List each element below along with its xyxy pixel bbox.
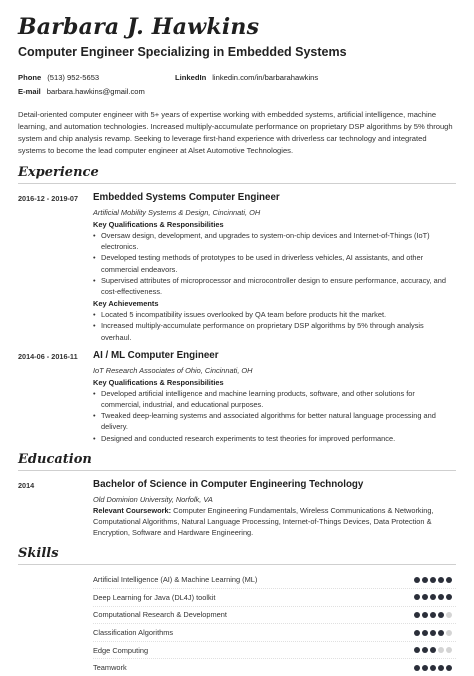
list-item: • Tweaked deep-learning systems and associated algorithms for better natural language processing and delivery. — [101, 410, 456, 432]
list-item: • Oversaw design, development, and upgrades to system-on-chip devices and Internet-of-Things (IoT) electronics. — [101, 230, 456, 252]
coursework-text: Computer Engineering Fundamentals, Wireless Communications & Networking, Computational Algorithms, Natural Language Processing, Internet-of-Things Devices, Data Protection & Encryption, Software and Hardware Engineering. — [93, 505, 434, 538]
rating-dot-filled — [414, 630, 420, 636]
rating-dot-filled — [414, 647, 420, 653]
rating-dot-filled — [430, 612, 436, 618]
rating-dot-filled — [438, 594, 444, 600]
professional-title: Computer Engineer Specializing in Embedded Systems — [18, 45, 347, 59]
email-label: E-mail — [18, 87, 41, 96]
job-organization: Artificial Mobility Systems & Design, Cincinnati, OH — [93, 208, 261, 217]
experience-entry — [18, 350, 456, 444]
skill-row — [93, 607, 456, 625]
job-title: AI / ML Computer Engineer — [93, 349, 219, 361]
phone-value: (513) 952-5653 — [47, 73, 100, 82]
section-divider — [18, 564, 456, 565]
summary-paragraph: Detail-oriented computer engineer with 5+ years of expertise working with embedded systems, artificial intelligence, machine learning, and automation technologies. Increased multiply-accumulate performance on proprietary DSP algorithms by 5% through system and chip analysis revamp. Seeking to leverage first-hand experience with driverless car technology and integrated systems to become the lead computer engineer at Alset Automotive Technologies. — [18, 110, 453, 155]
skill-name: Deep Learning for Java (DL4J) toolkit — [93, 592, 216, 602]
rating-dot-filled — [430, 630, 436, 636]
linkedin-link[interactable]: linkedin.com/in/barbarahawkins — [212, 73, 319, 82]
skill-rating — [414, 612, 452, 618]
rating-dot-filled — [438, 612, 444, 618]
rating-dot-filled — [414, 594, 420, 600]
section-divider — [18, 183, 456, 184]
skill-row — [93, 659, 456, 676]
rating-dot-filled — [430, 577, 436, 583]
list-item: • Located 5 incompatibility issues overlooked by QA team before products hit the market. — [101, 309, 456, 320]
rating-dot-empty — [438, 647, 444, 653]
list-item: • Designed and conducted research experiments to test theories for improved performance. — [101, 433, 456, 444]
job-organization: IoT Research Associates of Ohio, Cincinnati, OH — [93, 365, 253, 375]
experience-heading: Experience — [18, 165, 99, 180]
degree-title: Bachelor of Science in Computer Engineering Technology — [93, 478, 364, 490]
phone-label: Phone — [18, 73, 42, 82]
skill-name: Edge Computing — [93, 645, 149, 655]
skill-row — [93, 589, 456, 607]
rating-dot-filled — [422, 630, 428, 636]
candidate-name: Barbara J. Hawkins — [18, 14, 260, 40]
email-link[interactable]: barbara.hawkins@gmail.com — [46, 87, 145, 96]
job-date: 2016-12 - 2019-07 — [18, 194, 79, 203]
skills-heading: Skills — [18, 546, 59, 562]
rating-dot-empty — [446, 630, 452, 636]
rating-dot-filled — [438, 577, 444, 583]
rating-dot-empty — [446, 612, 452, 618]
list-item: • Increased multiply-accumulate performance on proprietary DSP algorithms by 5% through analysis overhaul. — [101, 320, 456, 342]
education-heading: Education — [18, 451, 92, 467]
experience-entry — [18, 192, 456, 343]
skill-name: Computational Research & Development — [93, 610, 227, 620]
qualifications-list — [93, 388, 456, 444]
job-date: 2014-06 - 2016-11 — [18, 351, 78, 361]
rating-dot-filled — [446, 577, 452, 583]
education-section-header — [18, 452, 456, 471]
rating-dot-filled — [422, 577, 428, 583]
list-item: • Developed artificial intelligence and machine learning products, software, and other solutions for commercial, industrial, and educational purposes. — [101, 388, 456, 410]
coursework — [93, 505, 456, 539]
list-item: • Developed testing methods of prototypes to be used in driverless vehicles, AI assistants, and other commercial endeavors. — [101, 252, 456, 274]
skill-rating — [414, 647, 452, 653]
rating-dot-filled — [422, 612, 428, 618]
rating-dot-filled — [430, 594, 436, 600]
skill-rating — [414, 630, 452, 636]
experience-section-header — [18, 165, 456, 184]
rating-dot-filled — [414, 612, 420, 618]
coursework-label: Relevant Coursework: — [93, 505, 172, 515]
contact-block — [18, 71, 456, 99]
rating-dot-filled — [414, 577, 420, 583]
rating-dot-filled — [438, 630, 444, 636]
education-date: 2014 — [18, 480, 35, 490]
achievements-list — [93, 309, 456, 343]
skill-name: Classification Algorithms — [93, 628, 174, 638]
list-item: • Supervised attributes of microprocessor and microcontroller design to ensure performance, accuracy, and cost-effectiveness. — [101, 275, 456, 297]
job-title: Embedded Systems Computer Engineer — [93, 192, 280, 203]
school-name: Old Dominion University, Norfolk, VA — [93, 494, 213, 504]
skill-name: Teamwork — [93, 663, 127, 673]
qualifications-heading: Key Qualifications & Responsibilities — [93, 220, 224, 229]
skill-rating — [414, 594, 452, 600]
section-divider — [18, 470, 456, 471]
skill-row — [93, 624, 456, 642]
achievements-heading: Key Achievements — [93, 299, 159, 309]
rating-dot-filled — [430, 647, 436, 653]
linkedin-label: LinkedIn — [175, 73, 207, 82]
skill-row — [93, 642, 456, 660]
skill-rating — [414, 577, 452, 583]
skill-name: Artificial Intelligence (AI) & Machine Learning (ML) — [93, 575, 258, 585]
rating-dot-filled — [446, 594, 452, 600]
rating-dot-empty — [446, 647, 452, 653]
rating-dot-filled — [422, 594, 428, 600]
education-entry — [18, 479, 456, 539]
rating-dot-filled — [422, 647, 428, 653]
skills-list — [18, 571, 456, 676]
skills-section-header — [18, 546, 456, 565]
qualifications-list — [93, 230, 456, 297]
skill-row — [93, 571, 456, 589]
qualifications-heading: Key Qualifications & Responsibilities — [93, 377, 224, 387]
